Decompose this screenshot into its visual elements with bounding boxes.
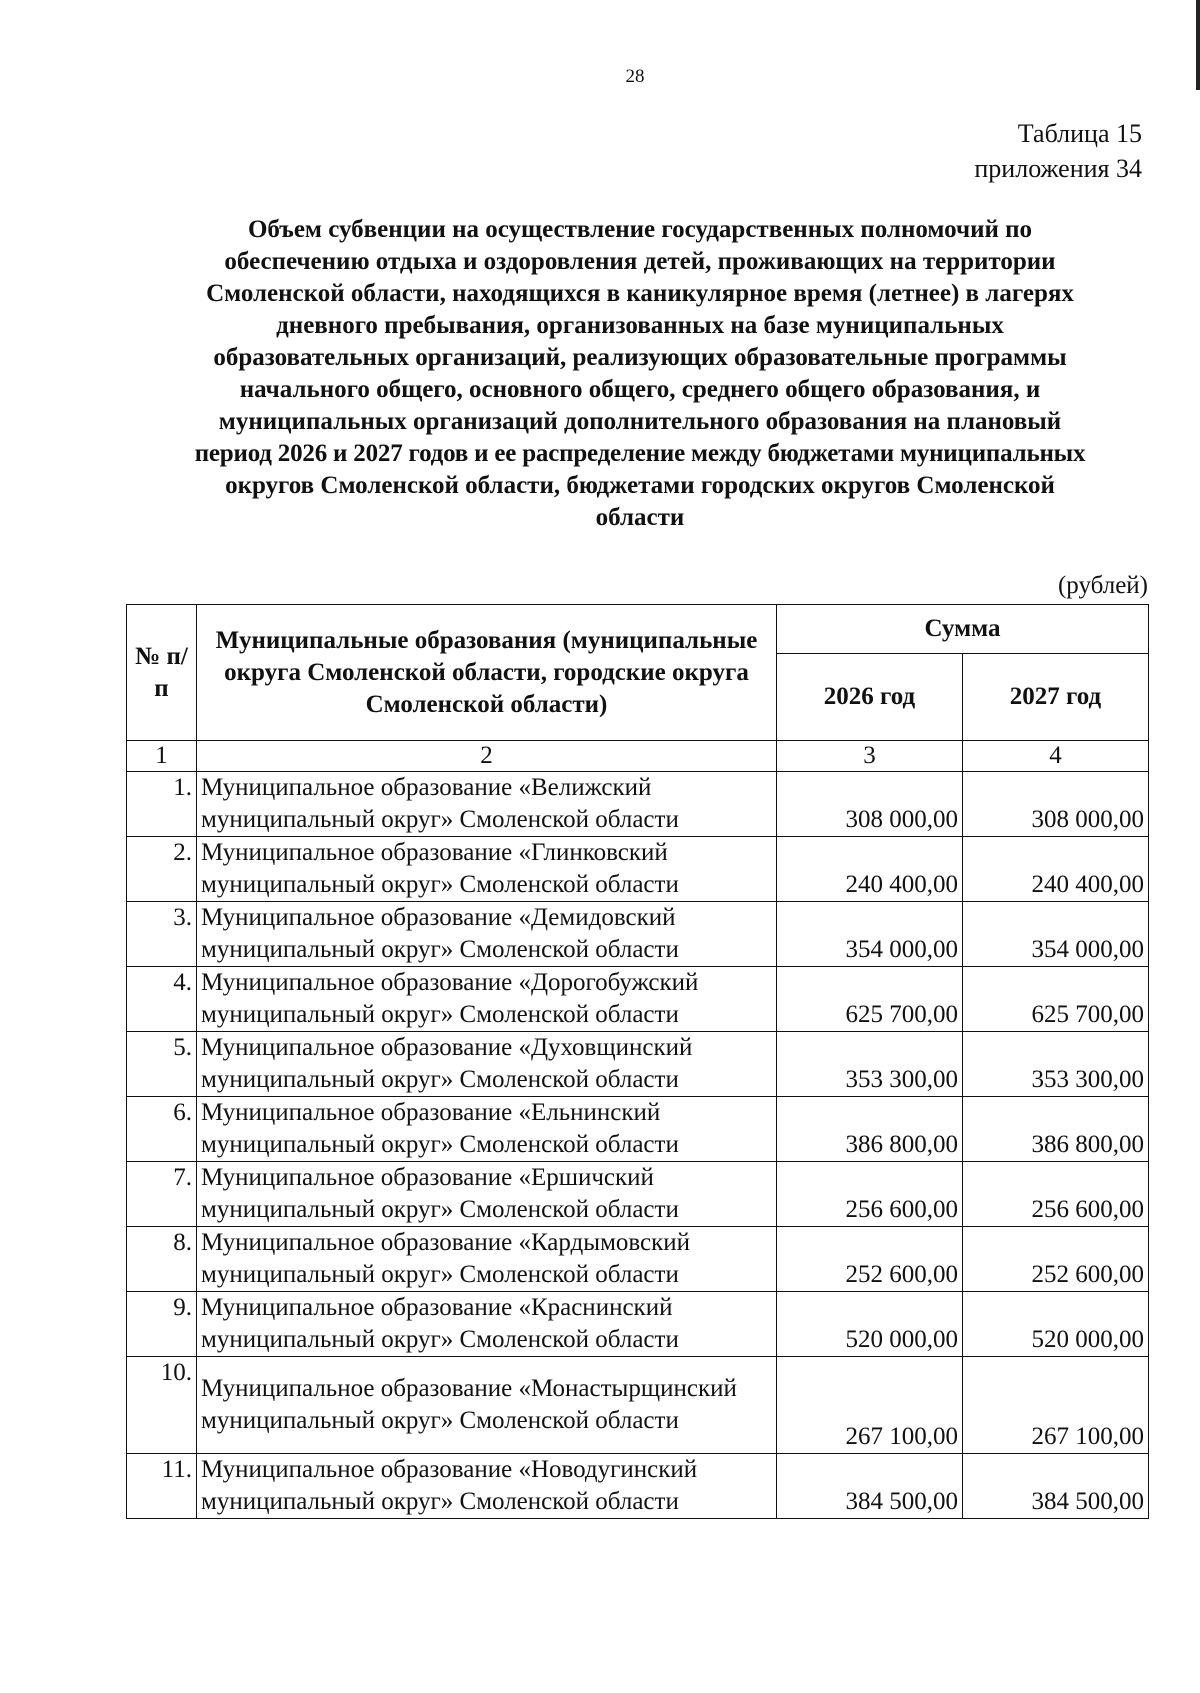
amount-2026: 252 600,00 (777, 1227, 963, 1292)
title-line: период 2026 и 2027 годов и ее распределение между бюджетами муниципальных (194, 440, 1086, 467)
table-row (127, 1097, 1149, 1162)
municipality-name: Муниципальное образование «Новодугинский муниципальный округ» Смоленской области (197, 1454, 777, 1519)
amount-2027: 384 500,00 (963, 1454, 1149, 1519)
header-sum: Сумма (777, 605, 1149, 654)
amount-2027: 354 000,00 (963, 902, 1149, 967)
table-row (127, 1032, 1149, 1097)
row-number: 6. (127, 1097, 197, 1162)
table-row (127, 1357, 1149, 1454)
header-year-2027: 2027 год (963, 654, 1149, 741)
amount-2027: 256 600,00 (963, 1162, 1149, 1227)
column-number: 3 (777, 741, 963, 772)
row-number: 5. (127, 1032, 197, 1097)
table-row (127, 967, 1149, 1032)
column-number-row (127, 741, 1149, 772)
row-number: 3. (127, 902, 197, 967)
amount-2026: 267 100,00 (777, 1357, 963, 1454)
amount-2027: 308 000,00 (963, 772, 1149, 837)
title-line: дневного пребывания, организованных на базе муниципальных (276, 312, 1004, 339)
municipality-name: Муниципальное образование «Духовщинский муниципальный округ» Смоленской области (197, 1032, 777, 1097)
amount-2027: 267 100,00 (963, 1357, 1149, 1454)
title-line: начального общего, основного общего, среднего общего образования, и (239, 376, 1041, 403)
table-row (127, 1292, 1149, 1357)
column-number: 1 (127, 741, 197, 772)
amount-2027: 520 000,00 (963, 1292, 1149, 1357)
amount-2026: 520 000,00 (777, 1292, 963, 1357)
column-number: 2 (197, 741, 777, 772)
municipality-name: Муниципальное образование «Краснинский муниципальный округ» Смоленской области (197, 1292, 777, 1357)
municipality-name: Муниципальное образование «Дорогобужский муниципальный округ» Смоленской области (197, 967, 777, 1032)
subvention-table (126, 604, 1149, 1519)
amount-2027: 252 600,00 (963, 1227, 1149, 1292)
amount-2027: 386 800,00 (963, 1097, 1149, 1162)
table-row (127, 902, 1149, 967)
unit-label: (рублей) (1057, 572, 1148, 599)
amount-2026: 625 700,00 (777, 967, 963, 1032)
table-row (127, 1227, 1149, 1292)
amount-2027: 240 400,00 (963, 837, 1149, 902)
title-line: области (595, 504, 685, 531)
title-line: обеспечению отдыха и оздоровления детей, проживающих на территории (224, 248, 1056, 275)
amount-2026: 354 000,00 (777, 902, 963, 967)
table-header-row (127, 605, 1149, 654)
municipality-name: Муниципальное образование «Ельнинский муниципальный округ» Смоленской области (197, 1097, 777, 1162)
municipality-name: Муниципальное образование «Демидовский муниципальный округ» Смоленской области (197, 902, 777, 967)
row-number: 11. (127, 1454, 197, 1519)
amount-2027: 625 700,00 (963, 967, 1149, 1032)
municipality-name: Муниципальное образование «Монастырщинский муниципальный округ» Смоленской области (197, 1357, 777, 1454)
row-number: 7. (127, 1162, 197, 1227)
table-caption-line2: приложения 34 (974, 154, 1142, 183)
column-number: 4 (963, 741, 1149, 772)
amount-2026: 256 600,00 (777, 1162, 963, 1227)
row-number: 8. (127, 1227, 197, 1292)
row-number: 10. (127, 1357, 197, 1454)
amount-2026: 308 000,00 (777, 772, 963, 837)
row-number: 4. (127, 967, 197, 1032)
title-line: муниципальных организаций дополнительного образования на плановый (218, 408, 1062, 435)
amount-2026: 353 300,00 (777, 1032, 963, 1097)
municipality-name: Муниципальное образование «Кардымовский муниципальный округ» Смоленской области (197, 1227, 777, 1292)
table-row (127, 772, 1149, 837)
table-caption-line1: Таблица 15 (1017, 119, 1142, 148)
table-caption (974, 116, 1142, 186)
title-line: образовательных организаций, реализующих образовательные программы (213, 344, 1067, 371)
amount-2026: 386 800,00 (777, 1097, 963, 1162)
title-line: Объем субвенции на осуществление государственных полномочий по (247, 216, 1033, 243)
header-year-2026: 2026 год (777, 654, 963, 741)
page-number: 28 (625, 66, 645, 87)
municipality-name: Муниципальное образование «Ершичский муниципальный округ» Смоленской области (197, 1162, 777, 1227)
header-num: № п/п (127, 605, 197, 741)
title-line: округов Смоленской области, бюджетами городских округов Смоленской (225, 472, 1055, 499)
document-title (130, 214, 1150, 534)
amount-2026: 384 500,00 (777, 1454, 963, 1519)
table-row (127, 1454, 1149, 1519)
table-row (127, 1162, 1149, 1227)
amount-2026: 240 400,00 (777, 837, 963, 902)
table-row (127, 837, 1149, 902)
row-number: 1. (127, 772, 197, 837)
amount-2027: 353 300,00 (963, 1032, 1149, 1097)
row-number: 2. (127, 837, 197, 902)
header-municipal: Муниципальные образования (муниципальные округа Смоленской области, городские округа Смоленской области) (197, 605, 777, 741)
municipality-name: Муниципальное образование «Глинковский муниципальный округ» Смоленской области (197, 837, 777, 902)
row-number: 9. (127, 1292, 197, 1357)
municipality-name: Муниципальное образование «Велижский муниципальный округ» Смоленской области (197, 772, 777, 837)
title-line: Смоленской области, находящихся в каникулярное время (летнее) в лагерях (206, 280, 1074, 307)
